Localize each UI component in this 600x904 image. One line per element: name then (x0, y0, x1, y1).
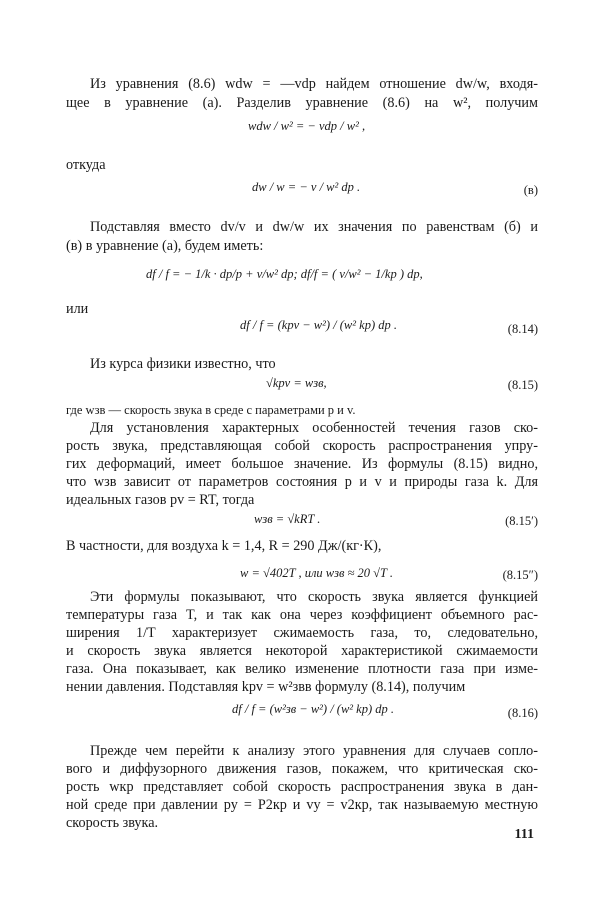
text-line: или (66, 301, 89, 317)
text-line: (в) в уравнение (а), будем иметь: (66, 238, 264, 254)
equation-number: (8.14) (507, 322, 538, 336)
equation: w = √402T , или wзв ≈ 20 √T . (240, 566, 394, 580)
text-line: рость wкр представляет собой скорость распространения звука в дан- (66, 779, 538, 795)
equation: √kpv = wзв, (266, 376, 327, 390)
text-line: скорость звука. (66, 815, 159, 831)
text-line: нении давления. Подставляя kpv = w²звв формулу (8.14), получим (66, 679, 466, 695)
equation: df / f = − 1/k · dp/p + v/w² dp; df/f = ( v/w² − 1/kp ) dp, (146, 267, 423, 281)
text-line: газа. Она показывает, как велико изменение плотности газа при изме- (66, 661, 538, 677)
equation: wзв = √kRT . (254, 512, 321, 526)
text-line: Эти формулы показывают, что скорость звука является функцией (90, 589, 538, 605)
equation-number: (в) (523, 183, 538, 197)
equation: wdw / w² = − vdp / w² , (248, 119, 366, 133)
text-line: и скорость звука является некоторой характеристикой сжимаемости (66, 643, 538, 659)
text-line: рость звука, представляющая собой скорость распространения упру- (66, 438, 538, 454)
equation-number: (8.15) (507, 378, 538, 392)
text-line: Прежде чем перейти к анализу этого уравнения для случаев сопло- (90, 743, 538, 759)
equation: dw / w = − v / w² dp . (252, 180, 361, 194)
equation: df / f = (w²зв − w²) / (w² kp) dp . (232, 702, 395, 716)
text-line: откуда (66, 157, 106, 173)
text-line: идеальных газов pv = RT, тогда (66, 492, 255, 508)
equation-number: (8.15′) (505, 514, 538, 528)
equation-number: (8.16) (507, 706, 538, 720)
text-line: Из курса физики известно, что (90, 356, 276, 372)
text-line: В частности, для воздуха k = 1,4, R = 290 Дж/(кг·К), (66, 538, 382, 554)
text-line: вого и диффузорного движения газов, покажем, что критическая ско- (66, 761, 538, 777)
text-line: ширения 1/T характеризует сжимаемость газа, то, следовательно, (66, 625, 538, 641)
text-line: где wзв — скорость звука в среде с параметрами p и v. (66, 403, 356, 417)
text-line: что wзв зависит от параметров состояния p и v и природы газа k. Для (66, 474, 538, 490)
text-line: Подставляя вместо dv/v и dw/w их значения по равенствам (б) и (90, 219, 538, 235)
text-line: Из уравнения (8.6) wdw = —vdp найдем отношение dw/w, входя- (90, 76, 538, 92)
equation-number: (8.15″) (502, 568, 538, 582)
page-number: 111 (514, 827, 534, 842)
text-line: Для установления характерных особенностей течения газов ско- (90, 420, 538, 436)
text-line: гих деформаций, имеет большое значение. Из формулы (8.15) видно, (66, 456, 538, 472)
equation: df / f = (kpv − w²) / (w² kp) dp . (240, 318, 397, 332)
text-line: щее в уравнение (а). Разделив уравнение (8.6) на w², получим (66, 95, 538, 111)
text-line: ной среде при давлении pу = P2кр и vу = v2кр, так называемую местную (66, 797, 538, 813)
text-line: температуры газа T, и так как она через коэффициент объемного рас- (66, 607, 538, 623)
